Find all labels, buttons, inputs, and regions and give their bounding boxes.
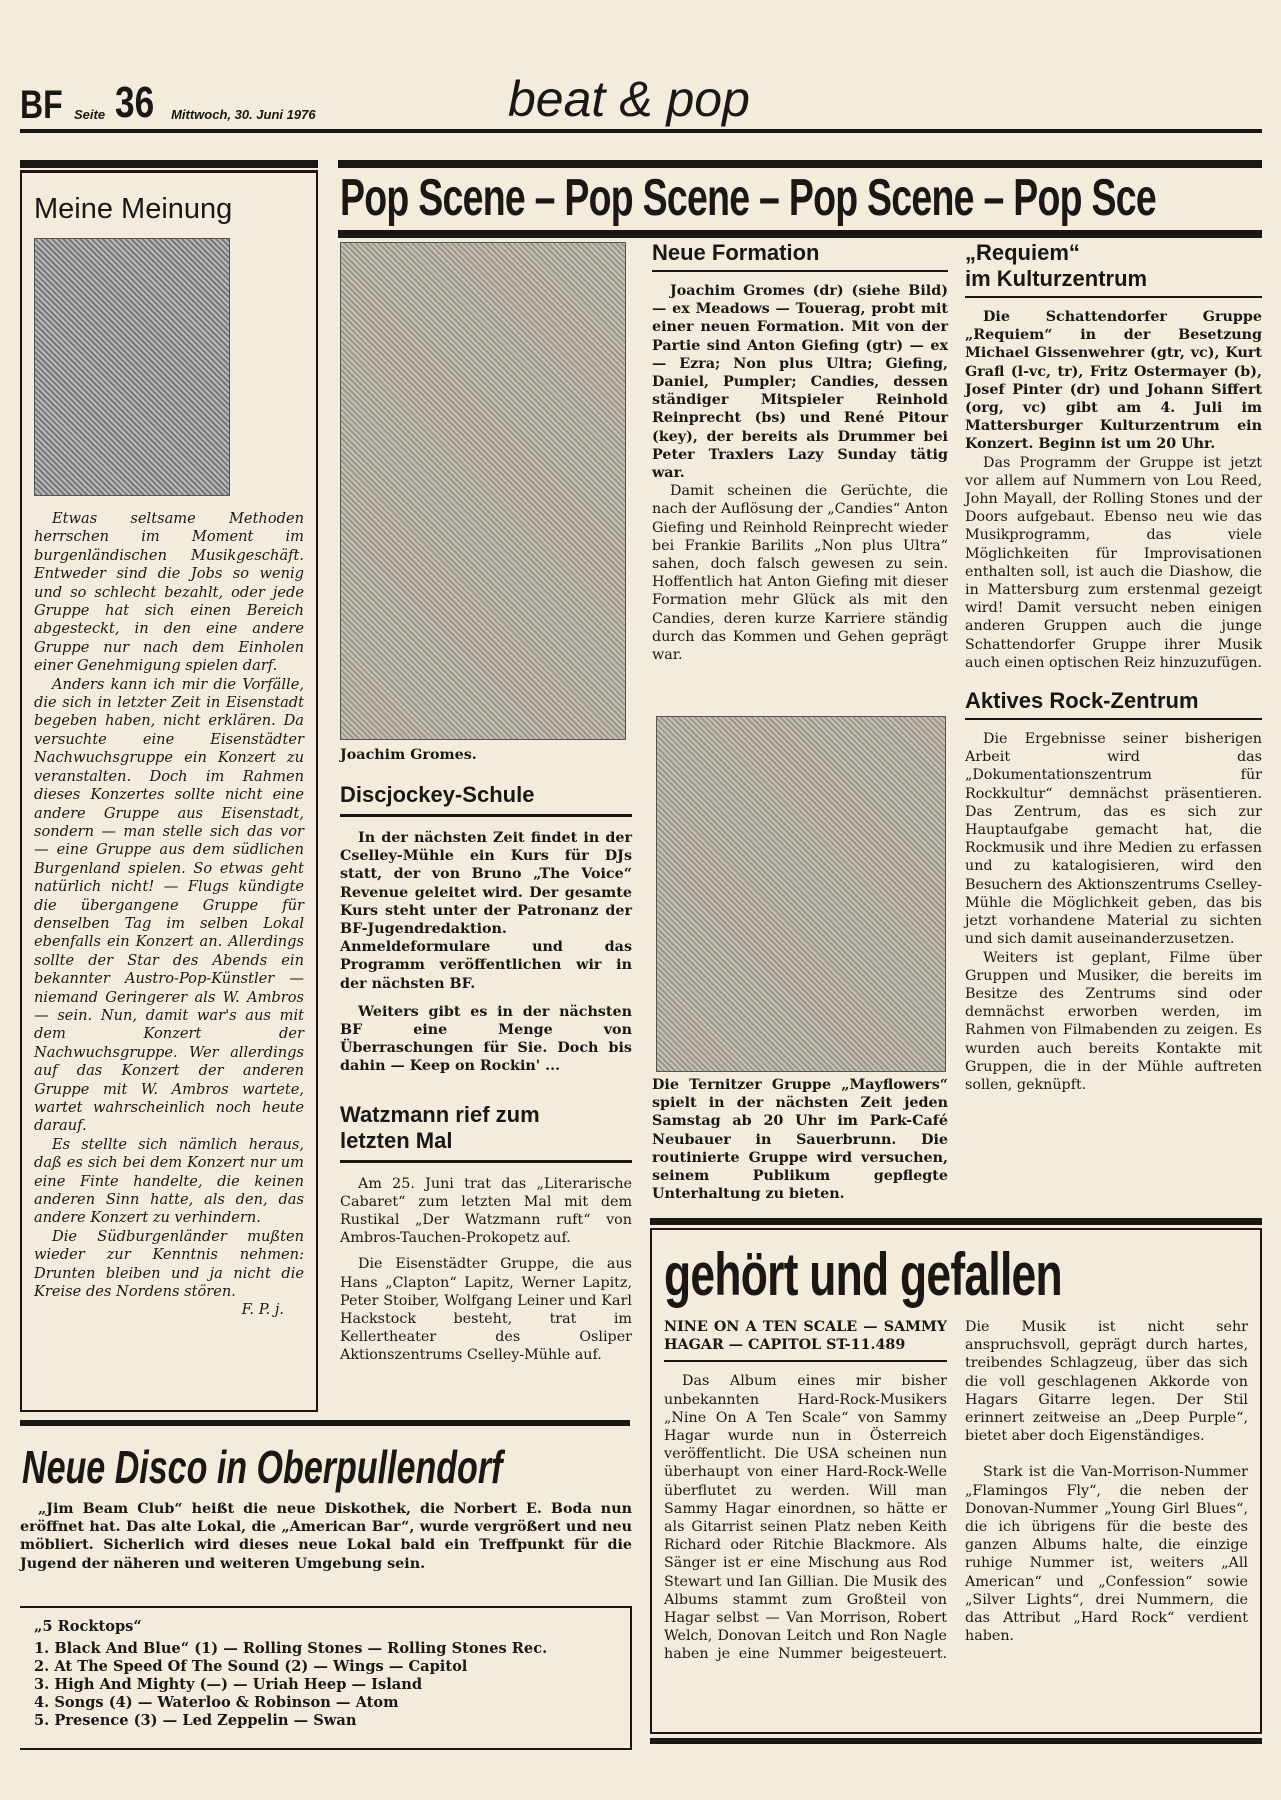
author-photo xyxy=(34,238,230,496)
article-paragraph: Weiters gibt es in der nächsten BF eine Menge von Überraschungen für Sie. Doch bis dahin — Keep on Rockin' ... xyxy=(340,1003,632,1075)
rocktops-item: 4. Songs (4) — Waterloo & Robinson — Atom xyxy=(34,1694,399,1711)
requiem-heading: „Requiem“ xyxy=(965,240,1080,265)
page-label: Seite xyxy=(74,107,106,122)
divider xyxy=(20,1420,630,1426)
rocktops-item: 2. At The Speed Of The Sound (2) — Wings — Capitol xyxy=(34,1658,468,1675)
band-photo xyxy=(656,716,946,1072)
article-paragraph: In der nächsten Zeit findet in der Cselley-Mühle ein Kurs für DJs statt, der von Bruno „The Voice“ Revenue geleitet wird. Der gesamte Kurs steht unter der Patronanz der BF-Jugendredaktion. Anmeldeformulare und das Programm veröffentlichen wir in der nächsten BF. xyxy=(340,830,632,992)
opinion-title: Meine Meinung xyxy=(34,193,233,225)
divider xyxy=(652,270,948,272)
photo-caption: Joachim Gromes. xyxy=(340,747,477,763)
article-paragraph: Am 25. Juni trat das „Literarische Cabaret“ zum letzten Mal mit dem Rustikal „Der Watzmann ruft“ von Ambros-Tauchen-Prokopetz auf. xyxy=(340,1175,632,1247)
disco-heading: Neue Disco in Oberpullendorf xyxy=(22,1441,503,1493)
article-paragraph: Die Schattendorfer Gruppe „Requiem“ in der Besetzung Michael Gissenwehrer (gtr, vc), Kurt Grafl (l-vc, tr), Fritz Ostermayer (b), Josef Pinter (dr) und Johann Siffert (org, vc) gibt am 4. Juli im Mattersburger Kulturzentrum ein Konzert. Beginn ist um 20 Uhr. xyxy=(965,309,1262,453)
article-paragraph: Weiters ist geplant, Filme über Gruppen und Musiker, die bereits im Besitze des Zentrums sind oder demnächst erworben werden, im Rahmen von Filmabenden zu zeigen. Es wurden auch bereits Kontakte mit Gruppen, die in der Mühle auftreten sollen, geknüpft. xyxy=(965,949,1262,1093)
album-info: NINE ON A TEN SCALE — SAMMY HAGAR — CAPITOL ST-11.489 xyxy=(664,1318,947,1362)
masthead xyxy=(20,78,316,128)
pop-scene-banner: Pop Scene – Pop Scene – Pop Scene – Pop Sce xyxy=(340,169,1156,227)
divider xyxy=(965,718,1262,720)
section-title: beat & pop xyxy=(508,71,750,127)
divider xyxy=(340,1160,632,1163)
article-paragraph: Das Programm der Gruppe ist jetzt vor allem auf Nummern von Lou Reed, John Mayall, der Rolling Stones und der Doors aufgebaut. Ebenso neu wie das Musikprogramm, das viele Möglichkeiten für Improvisationen enthalten soll, ist auch die Diashow, die in Mattersburg zum erstenmal gezeigt wird! Damit versucht neben einigen anderen Gruppen auch die junge Schattendorfer Gruppe ihrer Musik auch einen optischen Reiz hinzuzufügen. xyxy=(965,454,1262,671)
requiem-subheading: im Kulturzentrum xyxy=(965,266,1148,291)
drummer-photo xyxy=(340,242,626,740)
article-paragraph: Die Ergebnisse seiner bisherigen Arbeit wird das „Dokumentationszentrum für Rockkultur“ demnächst präsentieren. Das Zentrum, das es sich zur Hauptaufgabe gemacht hat, die Rockmusik und ihre Medien zu erfassen und zu katalogisieren, wird den Besuchern des Aktionszentrums Cselley-Mühle die Möglichkeit geben, das bis jetzt vorhandene Material zu sichten und sich damit auseinanderzusetzen. xyxy=(965,731,1262,948)
divider xyxy=(965,296,1262,298)
review-heading: gehört und gefallen xyxy=(664,1241,1062,1308)
rocktops-item: 3. High And Mighty (—) — Uriah Heep — Island xyxy=(34,1676,423,1693)
review-box xyxy=(650,1228,1262,1734)
article-paragraph: Damit scheinen die Gerüchte, die nach der Auflösung der „Candies“ Anton Giefing und Reinhold Reinprecht wieder bei Frankie Barilits „Non plus Ultra“ sahen, doch falsch gewesen zu sein. Hoffentlich hat Anton Giefing mit dieser Formation mehr Glück als mit den Candies, deren kurze Karriere ständig durch das Kommen und Gehen geprägt war. xyxy=(652,483,948,664)
divider xyxy=(338,230,1262,238)
opinion-box xyxy=(20,170,318,1412)
opinion-paragraph: Etwas seltsame Methoden herrschen im Moment im burgenländischen Musikgeschäft. Entweder sind die Jobs so wenig und so schlecht bezahlt, oder jede Gruppe hat sich einen Bereich abgesteckt, in den eine andere Gruppe nur nach dem Einholen einer Genehmigung spielen darf. xyxy=(34,510,304,675)
watzmann-heading: Watzmann rief zum letzten Mal xyxy=(340,1101,540,1153)
review-paragraph: Stark ist die Van-Morrison-Nummer „Flamingos Fly“, die neben der Donovan-Nummer „Young Girl Blues“, die ich übrigens für die beste des ganzen Albums halte, die einzige ruhige Nummer ist, weiters „All American“ und „Confession“ sowie „Silver Lights“, drei Nummern, die das Attribut „Hard Rock“ verdient haben. xyxy=(965,1464,1248,1645)
rocktops-item: 5. Presence (3) — Led Zeppelin — Swan xyxy=(34,1712,357,1729)
photo-caption xyxy=(652,1076,948,1203)
caption-text: Die Ternitzer Gruppe „Mayflowers“ spielt in der nächsten Zeit jeden Samstag ab 20 Uhr im Park-Café Neubauer in Sauerbrunn. Die routinierte Gruppe wird versuchen, seinem Publikum gepflegte Unterhaltung zu bieten. xyxy=(652,1077,948,1203)
rocktops-box xyxy=(20,1606,632,1750)
review-paragraph: Das Album eines mir bisher unbekannten Hard-Rock-Musikers „Nine On A Ten Scale“ von Sammy Hagar wurde nun in Österreich veröffentlicht. Die USA scheinen nun überhaupt von einer Hard-Rock-Welle überflutet zu werden. Will man Sammy Hagar einordnen, so hätte er als Gitarrist seinen Platz neben Keith Richard oder Ritchie Blackmore. Als Sänger ist er eine Mischung aus Rod Stewart und Ian Gillian. Die Musik des Albums stammt zum Großteil von Hagar selbst — Van Morrison, Robert Welch, Donovan Leitch und Ron Nagle haben je eine Nummer beigesteuert. Die Musik ist nicht sehr anspruchsvoll, geprägt durch hartes, treibendes Schlagzeug, über das sich die voll geschlagenen Akkorde von Hagars Gitarre legen. Der Stil erinnert zeitweise an „Deep Purple“, bietet aber doch Eigenständiges. xyxy=(664,1319,1248,1663)
opinion-signature: F. P. j. xyxy=(241,1301,284,1319)
header-rule xyxy=(20,129,1262,133)
divider xyxy=(20,160,318,168)
paper-logo: BF xyxy=(20,83,63,127)
discjockey-heading: Discjockey-Schule xyxy=(340,782,535,807)
article-paragraph: Die Eisenstädter Gruppe, die aus Hans „Clapton“ Lapitz, Werner Lapitz, Peter Stoiber, Wolfgang Leiner und Karl Hackstock besteht, trat im Kellertheater des Osliper Aktionszentrums Cselley-Mühle auf. xyxy=(340,1256,632,1364)
opinion-paragraph: Anders kann ich mir die Vorfälle, die sich in letzter Zeit in Eisenstadt begeben haben, nicht erklären. Da versuchte eine Eisenstädter Nachwuchsgruppe ein Konzert zu veranstalten. Doch im Rahmen dieses Konzertes sollte nicht eine andere Gruppe aus Eisenstadt, sondern — man stelle sich das vor — eine Gruppe aus dem südlichen Burgenland spielen. So etwas geht natürlich nicht! — Flugs kündigte die übergangene Gruppe für denselben Tag im selben Lokal ebenfalls ein Konzert an. Allerdings sollte der Star des Abends ein bekannter Austro-Pop-Künstler — niemand Geringerer als W. Ambros — sein. Nun, damit war's aus mit dem Konzert der Nachwuchsgruppe. Wer allerdings auf das Konzert der anderen Gruppe mit W. Ambros wartete, wartet wahrscheinlich noch heute darauf. xyxy=(34,675,304,1135)
opinion-paragraph: Es stellte sich nämlich heraus, daß es sich bei dem Konzert nur um eine Finte handelte, die keinen anderen Sinn hatte, als den, das andere Konzert zu verhindern. xyxy=(34,1135,304,1227)
rocktops-item: 1. Black And Blue“ (1) — Rolling Stones — Rolling Stones Rec. xyxy=(34,1640,548,1657)
divider xyxy=(650,1738,1262,1744)
divider xyxy=(340,814,632,817)
rockzentrum-heading: Aktives Rock-Zentrum xyxy=(965,688,1199,714)
issue-date: Mittwoch, 30. Juni 1976 xyxy=(171,107,316,122)
article-paragraph: Joachim Gromes (dr) (siehe Bild) — ex Meadows — Touerag, probt mit einer neuen Formation. Mit von der Partie sind Anton Giefing (gtr) — ex — Ezra; Non plus Ultra; Giefing, Daniel, Pumpler; Candies, dessen ständiger Mitspieler Reinhold Reinprecht (bs) und René Pitour (key), der bereits als Drummer bei Peter Traxlers Lazy Sunday tätig war. xyxy=(652,283,948,482)
opinion-paragraph: Die Südburgenländer mußten wieder zur Kenntnis nehmen: Drunten bleiben und ja nicht die Kreise des Nordens stören. xyxy=(34,1227,304,1301)
disco-text: „Jim Beam Club“ heißt die neue Diskothek, die Norbert E. Boda nun eröffnet hat. Das alte Lokal, die „American Bar“, wurde vergrößert und neu möbliert. Sicherlich wird dieses neue Lokal bald ein Treffpunkt für die Jugend der näheren und weiteren Umgebung sein. xyxy=(20,1501,632,1572)
page-number: 36 xyxy=(115,78,155,127)
divider xyxy=(650,1218,1262,1225)
divider xyxy=(338,160,1262,168)
rocktops-title: „5 Rocktops“ xyxy=(34,1618,142,1635)
formation-heading: Neue Formation xyxy=(652,240,820,265)
